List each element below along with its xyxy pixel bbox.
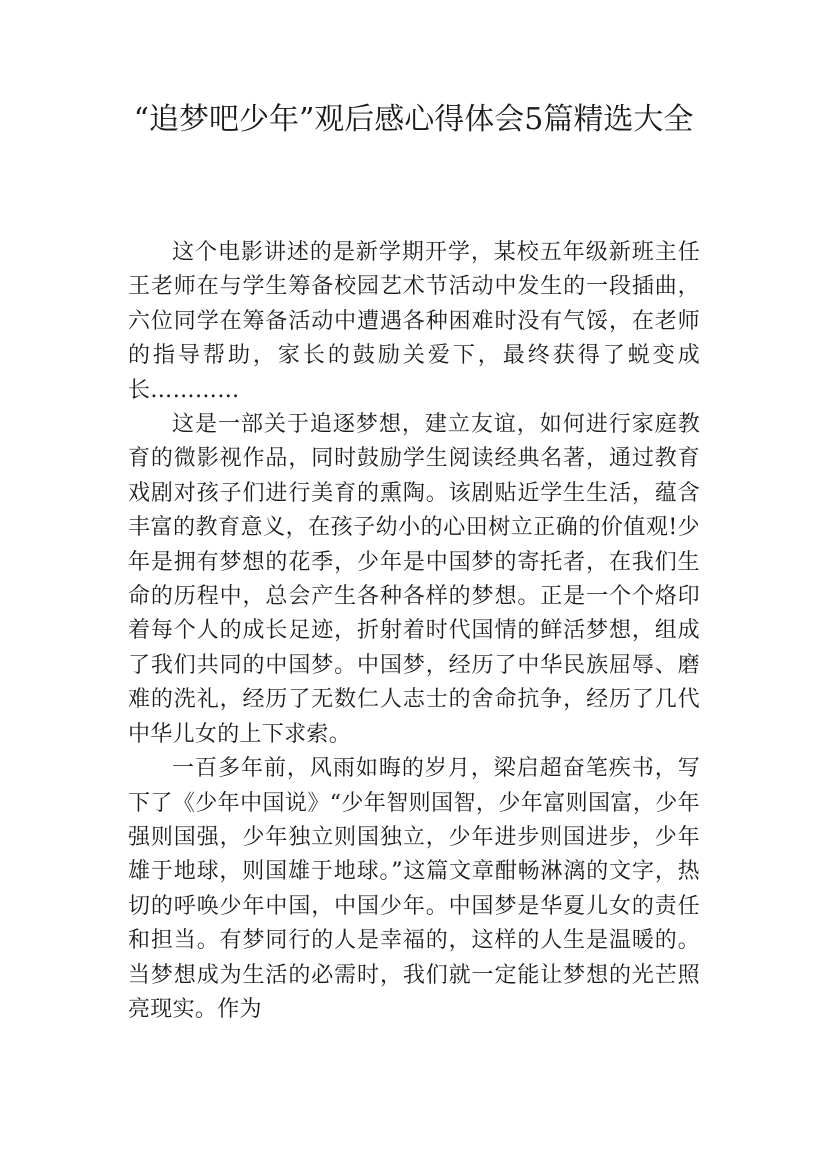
paragraph-2: 这是一部关于追逐梦想，建立友谊，如何进行家庭教育的微影视作品，同时鼓励学生阅读经典名著，通过教育戏剧对孩子们进行美育的熏陶。该剧贴近学生生活，蕴含丰富的教育意义，在孩子幼小的心田树立正确的价值观!少年是拥有梦想的花季，少年是中国梦的寄托者，在我们生命的历程中，总会产生各种各样的梦想。正是一个个烙印着每个人的成长足迹，折射着时代国情的鲜活梦想，组成了我们共同的中国梦。中国梦，经历了中华民族屈辱、磨难的洗礼，经历了无数仁人志士的舍命抗争，经历了几代中华儿女的上下求索。 (128, 412, 700, 747)
paragraph-3: 一百多年前，风雨如晦的岁月，梁启超奋笔疾书，写下了《少年中国说》“少年智则国智，少年富则国富，少年强则国强，少年独立则国独立，少年进步则国进步，少年雄于地球，则国雄于地球。”这篇文章酣畅淋漓的文字，热切的呼唤少年中国，中国少年。中国梦是华夏儿女的责任和担当。有梦同行的人是幸福的，这样的人生是温暖的。当梦想成为生活的必需时，我们就一定能让梦想的光芒照亮现实。作为 (128, 756, 700, 1022)
document-title: “追梦吧少年”观后感心得体会5篇精选大全 (133, 102, 694, 137)
document-body (128, 236, 700, 1027)
paragraph-1: 这个电影讲述的是新学期开学，某校五年级新班主任王老师在与学生筹备校园艺术节活动中发生的一段插曲，六位同学在筹备活动中遭遇各种困难时没有气馁，在老师的指导帮助，家长的鼓励关爱下，最终获得了蜕变成长………… (128, 240, 700, 403)
